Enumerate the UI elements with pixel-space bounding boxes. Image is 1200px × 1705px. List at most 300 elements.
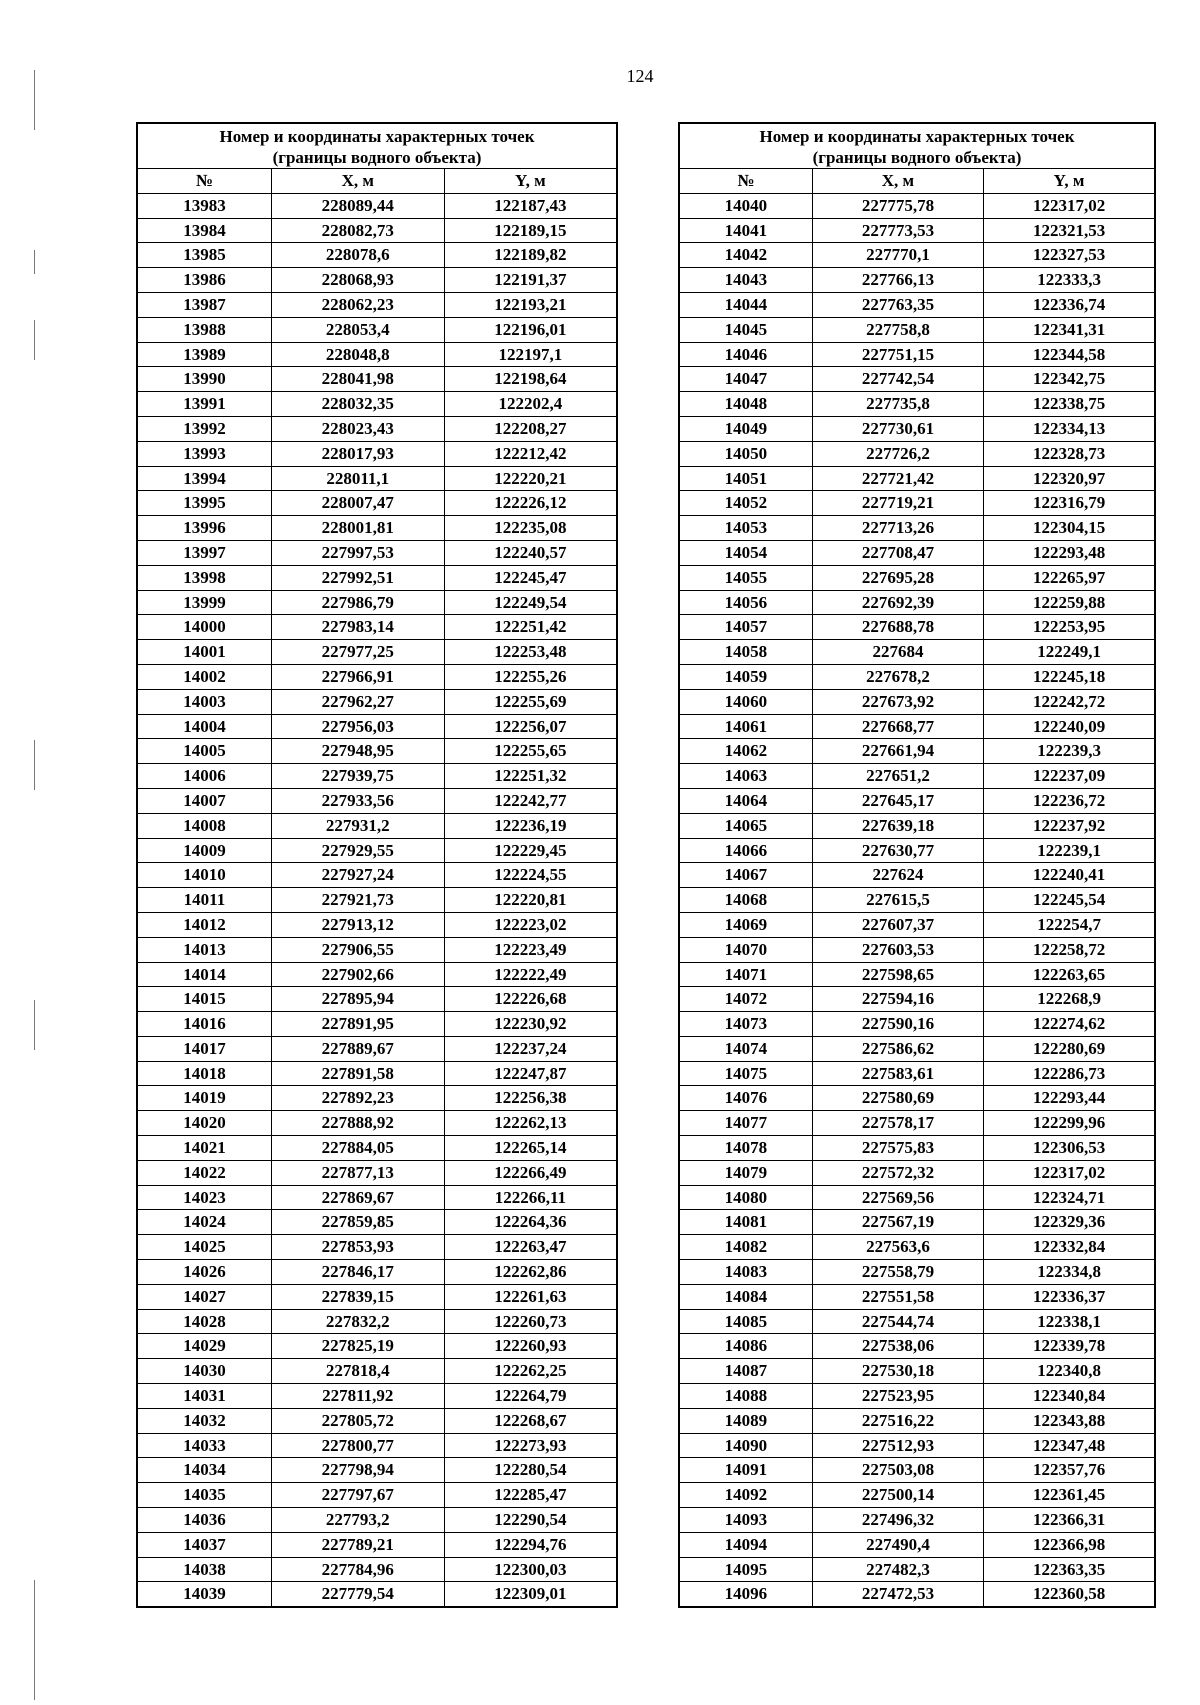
- y-coordinate-cell: 122266,49: [444, 1160, 617, 1185]
- table-row: [137, 1061, 617, 1086]
- table-row: [679, 1483, 1155, 1508]
- y-coordinate-cell: 122273,93: [444, 1433, 617, 1458]
- x-coordinate-cell: 227948,95: [271, 739, 444, 764]
- table-row: [137, 1384, 617, 1409]
- table-row: [137, 1309, 617, 1334]
- y-coordinate-cell: 122251,32: [444, 764, 617, 789]
- table-body-right: [679, 193, 1155, 1607]
- y-coordinate-cell: 122324,71: [984, 1185, 1155, 1210]
- x-coordinate-cell: 227818,4: [271, 1359, 444, 1384]
- x-coordinate-cell: 227805,72: [271, 1408, 444, 1433]
- scan-mark: [34, 1000, 35, 1050]
- y-coordinate-cell: 122226,68: [444, 987, 617, 1012]
- table-row: [137, 491, 617, 516]
- scan-mark: [34, 250, 35, 274]
- point-number-cell: 14010: [137, 863, 271, 888]
- y-coordinate-cell: 122236,72: [984, 788, 1155, 813]
- y-coordinate-cell: 122245,47: [444, 565, 617, 590]
- point-number-cell: 14024: [137, 1210, 271, 1235]
- point-number-cell: 14008: [137, 813, 271, 838]
- point-number-cell: 13986: [137, 268, 271, 293]
- table-row: [137, 1111, 617, 1136]
- coordinates-table-left: [136, 122, 618, 1608]
- x-coordinate-cell: 227839,15: [271, 1284, 444, 1309]
- point-number-cell: 14047: [679, 367, 812, 392]
- x-coordinate-cell: 227773,53: [812, 218, 983, 243]
- point-number-cell: 13983: [137, 193, 271, 218]
- point-number-cell: 13985: [137, 243, 271, 268]
- y-coordinate-cell: 122293,44: [984, 1086, 1155, 1111]
- point-number-cell: 14006: [137, 764, 271, 789]
- y-coordinate-cell: 122333,3: [984, 268, 1155, 293]
- y-coordinate-cell: 122317,02: [984, 193, 1155, 218]
- point-number-cell: 13993: [137, 441, 271, 466]
- x-coordinate-cell: 227775,78: [812, 193, 983, 218]
- y-coordinate-cell: 122247,87: [444, 1061, 617, 1086]
- point-number-cell: 14000: [137, 615, 271, 640]
- point-number-cell: 14087: [679, 1359, 812, 1384]
- table-row: [679, 764, 1155, 789]
- point-number-cell: 14026: [137, 1260, 271, 1285]
- x-coordinate-cell: 227615,5: [812, 888, 983, 913]
- y-coordinate-cell: 122251,42: [444, 615, 617, 640]
- y-coordinate-cell: 122363,35: [984, 1557, 1155, 1582]
- point-number-cell: 14042: [679, 243, 812, 268]
- table-row: [679, 987, 1155, 1012]
- x-coordinate-cell: 227708,47: [812, 540, 983, 565]
- y-coordinate-cell: 122344,58: [984, 342, 1155, 367]
- y-coordinate-cell: 122317,02: [984, 1160, 1155, 1185]
- x-coordinate-cell: 227891,58: [271, 1061, 444, 1086]
- table-row: [679, 1012, 1155, 1037]
- table-row: [137, 540, 617, 565]
- x-coordinate-cell: 227983,14: [271, 615, 444, 640]
- table-row: [137, 1160, 617, 1185]
- x-coordinate-cell: 228082,73: [271, 218, 444, 243]
- table-row: [679, 193, 1155, 218]
- x-coordinate-cell: 227929,55: [271, 838, 444, 863]
- x-coordinate-cell: 227889,67: [271, 1036, 444, 1061]
- table-row: [137, 466, 617, 491]
- point-number-cell: 14063: [679, 764, 812, 789]
- x-coordinate-cell: 227500,14: [812, 1483, 983, 1508]
- point-number-cell: 14011: [137, 888, 271, 913]
- table-row: [137, 416, 617, 441]
- table-row: [679, 491, 1155, 516]
- y-coordinate-cell: 122249,1: [984, 640, 1155, 665]
- point-number-cell: 14083: [679, 1260, 812, 1285]
- point-number-cell: 14073: [679, 1012, 812, 1037]
- table-row: [137, 218, 617, 243]
- y-coordinate-cell: 122258,72: [984, 937, 1155, 962]
- table-row: [137, 764, 617, 789]
- table-row: [679, 1582, 1155, 1607]
- y-coordinate-cell: 122339,78: [984, 1334, 1155, 1359]
- table-row: [137, 1359, 617, 1384]
- point-number-cell: 14076: [679, 1086, 812, 1111]
- table-title: [137, 123, 617, 169]
- x-coordinate-cell: 227496,32: [812, 1508, 983, 1533]
- point-number-cell: 14060: [679, 689, 812, 714]
- table-row: [137, 739, 617, 764]
- point-number-cell: 14066: [679, 838, 812, 863]
- table-row: [679, 1235, 1155, 1260]
- y-coordinate-cell: 122340,84: [984, 1384, 1155, 1409]
- point-number-cell: 14019: [137, 1086, 271, 1111]
- point-number-cell: 14029: [137, 1334, 271, 1359]
- y-coordinate-cell: 122340,8: [984, 1359, 1155, 1384]
- table-row: [679, 1532, 1155, 1557]
- point-number-cell: 14093: [679, 1508, 812, 1533]
- y-coordinate-cell: 122196,01: [444, 317, 617, 342]
- table-body-left: [137, 193, 617, 1607]
- point-number-cell: 14065: [679, 813, 812, 838]
- y-coordinate-cell: 122235,08: [444, 516, 617, 541]
- y-coordinate-cell: 122361,45: [984, 1483, 1155, 1508]
- point-number-cell: 14069: [679, 912, 812, 937]
- point-number-cell: 14078: [679, 1136, 812, 1161]
- table-row: [679, 1160, 1155, 1185]
- x-coordinate-cell: 227572,32: [812, 1160, 983, 1185]
- point-number-cell: 13990: [137, 367, 271, 392]
- table-row: [137, 367, 617, 392]
- x-coordinate-cell: 227977,25: [271, 640, 444, 665]
- x-coordinate-cell: 227986,79: [271, 590, 444, 615]
- x-coordinate-cell: 227512,93: [812, 1433, 983, 1458]
- y-coordinate-cell: 122262,86: [444, 1260, 617, 1285]
- x-coordinate-cell: 227583,61: [812, 1061, 983, 1086]
- table-row: [679, 516, 1155, 541]
- x-coordinate-cell: 227490,4: [812, 1532, 983, 1557]
- point-number-cell: 13984: [137, 218, 271, 243]
- point-number-cell: 14028: [137, 1309, 271, 1334]
- table-row: [679, 218, 1155, 243]
- x-coordinate-cell: 227956,03: [271, 714, 444, 739]
- table-row: [137, 1483, 617, 1508]
- x-coordinate-cell: 227825,19: [271, 1334, 444, 1359]
- point-number-cell: 13994: [137, 466, 271, 491]
- table-row: [679, 1334, 1155, 1359]
- table-row: [137, 1185, 617, 1210]
- x-coordinate-cell: 228041,98: [271, 367, 444, 392]
- x-coordinate-cell: 227569,56: [812, 1185, 983, 1210]
- y-coordinate-cell: 122245,54: [984, 888, 1155, 913]
- y-coordinate-cell: 122263,65: [984, 962, 1155, 987]
- x-coordinate-cell: 227939,75: [271, 764, 444, 789]
- x-coordinate-cell: 227811,92: [271, 1384, 444, 1409]
- point-number-cell: 14071: [679, 962, 812, 987]
- table-row: [137, 392, 617, 417]
- table-row: [679, 1408, 1155, 1433]
- x-coordinate-cell: 227726,2: [812, 441, 983, 466]
- point-number-cell: 13988: [137, 317, 271, 342]
- x-coordinate-cell: 227992,51: [271, 565, 444, 590]
- x-coordinate-cell: 227793,2: [271, 1508, 444, 1533]
- y-coordinate-cell: 122189,15: [444, 218, 617, 243]
- y-coordinate-cell: 122239,1: [984, 838, 1155, 863]
- x-coordinate-cell: 227624: [812, 863, 983, 888]
- y-coordinate-cell: 122222,49: [444, 962, 617, 987]
- table-row: [679, 1384, 1155, 1409]
- table-row: [679, 888, 1155, 913]
- point-number-cell: 14058: [679, 640, 812, 665]
- table-row: [137, 441, 617, 466]
- y-coordinate-cell: 122226,12: [444, 491, 617, 516]
- column-header-x: X, м: [812, 169, 983, 194]
- x-coordinate-cell: 227730,61: [812, 416, 983, 441]
- x-coordinate-cell: 227678,2: [812, 664, 983, 689]
- point-number-cell: 14048: [679, 392, 812, 417]
- y-coordinate-cell: 122249,54: [444, 590, 617, 615]
- x-coordinate-cell: 227735,8: [812, 392, 983, 417]
- point-number-cell: 13987: [137, 292, 271, 317]
- column-header-number: №: [679, 169, 812, 194]
- point-number-cell: 14027: [137, 1284, 271, 1309]
- y-coordinate-cell: 122237,92: [984, 813, 1155, 838]
- point-number-cell: 14040: [679, 193, 812, 218]
- point-number-cell: 14034: [137, 1458, 271, 1483]
- y-coordinate-cell: 122220,21: [444, 466, 617, 491]
- table-row: [137, 193, 617, 218]
- page-number: 124: [626, 66, 654, 86]
- table-title-line1: Номер и координаты характерных точек: [759, 127, 1075, 146]
- x-coordinate-cell: 227853,93: [271, 1235, 444, 1260]
- point-number-cell: 14020: [137, 1111, 271, 1136]
- table-row: [679, 1111, 1155, 1136]
- point-number-cell: 14056: [679, 590, 812, 615]
- y-coordinate-cell: 122268,67: [444, 1408, 617, 1433]
- x-coordinate-cell: 227558,79: [812, 1260, 983, 1285]
- y-coordinate-cell: 122197,1: [444, 342, 617, 367]
- x-coordinate-cell: 228023,43: [271, 416, 444, 441]
- point-number-cell: 14003: [137, 689, 271, 714]
- y-coordinate-cell: 122280,54: [444, 1458, 617, 1483]
- x-coordinate-cell: 227575,83: [812, 1136, 983, 1161]
- y-coordinate-cell: 122327,53: [984, 243, 1155, 268]
- table-row: [137, 1582, 617, 1607]
- x-coordinate-cell: 227523,95: [812, 1384, 983, 1409]
- x-coordinate-cell: 227721,42: [812, 466, 983, 491]
- table-row: [679, 392, 1155, 417]
- point-number-cell: 14062: [679, 739, 812, 764]
- x-coordinate-cell: 227630,77: [812, 838, 983, 863]
- scan-mark: [34, 1580, 35, 1700]
- x-coordinate-cell: 228078,6: [271, 243, 444, 268]
- y-coordinate-cell: 122223,49: [444, 937, 617, 962]
- table-row: [137, 1433, 617, 1458]
- x-coordinate-cell: 227884,05: [271, 1136, 444, 1161]
- x-coordinate-cell: 227798,94: [271, 1458, 444, 1483]
- point-number-cell: 14007: [137, 788, 271, 813]
- table-row: [679, 416, 1155, 441]
- x-coordinate-cell: 227751,15: [812, 342, 983, 367]
- x-coordinate-cell: 227530,18: [812, 1359, 983, 1384]
- y-coordinate-cell: 122274,62: [984, 1012, 1155, 1037]
- y-coordinate-cell: 122264,79: [444, 1384, 617, 1409]
- y-coordinate-cell: 122240,41: [984, 863, 1155, 888]
- y-coordinate-cell: 122329,36: [984, 1210, 1155, 1235]
- x-coordinate-cell: 227891,95: [271, 1012, 444, 1037]
- point-number-cell: 14086: [679, 1334, 812, 1359]
- table-row: [137, 615, 617, 640]
- table-row: [679, 441, 1155, 466]
- y-coordinate-cell: 122290,54: [444, 1508, 617, 1533]
- y-coordinate-cell: 122253,95: [984, 615, 1155, 640]
- y-coordinate-cell: 122202,4: [444, 392, 617, 417]
- y-coordinate-cell: 122239,3: [984, 739, 1155, 764]
- y-coordinate-cell: 122268,9: [984, 987, 1155, 1012]
- point-number-cell: 14085: [679, 1309, 812, 1334]
- x-coordinate-cell: 228017,93: [271, 441, 444, 466]
- table-row: [679, 1136, 1155, 1161]
- point-number-cell: 14036: [137, 1508, 271, 1533]
- table-title: [679, 123, 1155, 169]
- point-number-cell: 14081: [679, 1210, 812, 1235]
- table-row: [137, 243, 617, 268]
- x-coordinate-cell: 227895,94: [271, 987, 444, 1012]
- point-number-cell: 14035: [137, 1483, 271, 1508]
- y-coordinate-cell: 122262,25: [444, 1359, 617, 1384]
- table-row: [137, 516, 617, 541]
- point-number-cell: 14096: [679, 1582, 812, 1607]
- point-number-cell: 13992: [137, 416, 271, 441]
- y-coordinate-cell: 122259,88: [984, 590, 1155, 615]
- table-row: [679, 317, 1155, 342]
- y-coordinate-cell: 122309,01: [444, 1582, 617, 1607]
- y-coordinate-cell: 122342,75: [984, 367, 1155, 392]
- x-coordinate-cell: 227607,37: [812, 912, 983, 937]
- table-row: [679, 863, 1155, 888]
- x-coordinate-cell: 227962,27: [271, 689, 444, 714]
- x-coordinate-cell: 227586,62: [812, 1036, 983, 1061]
- table-row: [679, 962, 1155, 987]
- x-coordinate-cell: 227578,17: [812, 1111, 983, 1136]
- y-coordinate-cell: 122366,98: [984, 1532, 1155, 1557]
- table-row: [679, 1086, 1155, 1111]
- y-coordinate-cell: 122255,65: [444, 739, 617, 764]
- point-number-cell: 14092: [679, 1483, 812, 1508]
- x-coordinate-cell: 227645,17: [812, 788, 983, 813]
- y-coordinate-cell: 122347,48: [984, 1433, 1155, 1458]
- point-number-cell: 14044: [679, 292, 812, 317]
- y-coordinate-cell: 122304,15: [984, 516, 1155, 541]
- table-row: [679, 937, 1155, 962]
- x-coordinate-cell: 227598,65: [812, 962, 983, 987]
- point-number-cell: 14031: [137, 1384, 271, 1409]
- y-coordinate-cell: 122256,38: [444, 1086, 617, 1111]
- table-row: [679, 243, 1155, 268]
- y-coordinate-cell: 122336,74: [984, 292, 1155, 317]
- y-coordinate-cell: 122357,76: [984, 1458, 1155, 1483]
- x-coordinate-cell: 227888,92: [271, 1111, 444, 1136]
- x-coordinate-cell: 227580,69: [812, 1086, 983, 1111]
- point-number-cell: 13997: [137, 540, 271, 565]
- table-row: [679, 788, 1155, 813]
- x-coordinate-cell: 227713,26: [812, 516, 983, 541]
- y-coordinate-cell: 122255,26: [444, 664, 617, 689]
- coordinates-table-right: [678, 122, 1156, 1608]
- table-row: [137, 268, 617, 293]
- x-coordinate-cell: 228089,44: [271, 193, 444, 218]
- x-coordinate-cell: 228062,23: [271, 292, 444, 317]
- table-row: [679, 540, 1155, 565]
- y-coordinate-cell: 122265,97: [984, 565, 1155, 590]
- y-coordinate-cell: 122187,43: [444, 193, 617, 218]
- point-number-cell: 14067: [679, 863, 812, 888]
- table-row: [137, 292, 617, 317]
- point-number-cell: 14094: [679, 1532, 812, 1557]
- y-coordinate-cell: 122260,73: [444, 1309, 617, 1334]
- point-number-cell: 14053: [679, 516, 812, 541]
- y-coordinate-cell: 122223,02: [444, 912, 617, 937]
- y-coordinate-cell: 122332,84: [984, 1235, 1155, 1260]
- column-header-number: №: [137, 169, 271, 194]
- point-number-cell: 14091: [679, 1458, 812, 1483]
- y-coordinate-cell: 122320,97: [984, 466, 1155, 491]
- x-coordinate-cell: 227763,35: [812, 292, 983, 317]
- x-coordinate-cell: 227567,19: [812, 1210, 983, 1235]
- x-coordinate-cell: 227688,78: [812, 615, 983, 640]
- y-coordinate-cell: 122300,03: [444, 1557, 617, 1582]
- point-number-cell: 14061: [679, 714, 812, 739]
- x-coordinate-cell: 227719,21: [812, 491, 983, 516]
- point-number-cell: 14001: [137, 640, 271, 665]
- table-row: [137, 1260, 617, 1285]
- x-coordinate-cell: 228048,8: [271, 342, 444, 367]
- x-coordinate-cell: 227927,24: [271, 863, 444, 888]
- table-row: [679, 367, 1155, 392]
- point-number-cell: 14088: [679, 1384, 812, 1409]
- x-coordinate-cell: 227563,6: [812, 1235, 983, 1260]
- table-row: [137, 1408, 617, 1433]
- x-coordinate-cell: 227869,67: [271, 1185, 444, 1210]
- y-coordinate-cell: 122306,53: [984, 1136, 1155, 1161]
- point-number-cell: 14080: [679, 1185, 812, 1210]
- table-row: [137, 1012, 617, 1037]
- y-coordinate-cell: 122240,09: [984, 714, 1155, 739]
- point-number-cell: 14077: [679, 1111, 812, 1136]
- point-number-cell: 14021: [137, 1136, 271, 1161]
- point-number-cell: 14068: [679, 888, 812, 913]
- point-number-cell: 13998: [137, 565, 271, 590]
- table-row: [679, 714, 1155, 739]
- table-row: [679, 1557, 1155, 1582]
- x-coordinate-cell: 228053,4: [271, 317, 444, 342]
- x-coordinate-cell: 227902,66: [271, 962, 444, 987]
- x-coordinate-cell: 227797,67: [271, 1483, 444, 1508]
- point-number-cell: 14051: [679, 466, 812, 491]
- table-row: [137, 863, 617, 888]
- y-coordinate-cell: 122343,88: [984, 1408, 1155, 1433]
- y-coordinate-cell: 122242,77: [444, 788, 617, 813]
- x-coordinate-cell: 227516,22: [812, 1408, 983, 1433]
- x-coordinate-cell: 227472,53: [812, 1582, 983, 1607]
- table-row: [679, 590, 1155, 615]
- y-coordinate-cell: 122341,31: [984, 317, 1155, 342]
- table-row: [137, 1284, 617, 1309]
- x-coordinate-cell: 227742,54: [812, 367, 983, 392]
- y-coordinate-cell: 122212,42: [444, 441, 617, 466]
- y-coordinate-cell: 122208,27: [444, 416, 617, 441]
- table-row: [679, 268, 1155, 293]
- x-coordinate-cell: 228032,35: [271, 392, 444, 417]
- point-number-cell: 14064: [679, 788, 812, 813]
- y-coordinate-cell: 122229,45: [444, 838, 617, 863]
- y-coordinate-cell: 122338,1: [984, 1309, 1155, 1334]
- table-row: [137, 1557, 617, 1582]
- y-coordinate-cell: 122294,76: [444, 1532, 617, 1557]
- table-row: [137, 962, 617, 987]
